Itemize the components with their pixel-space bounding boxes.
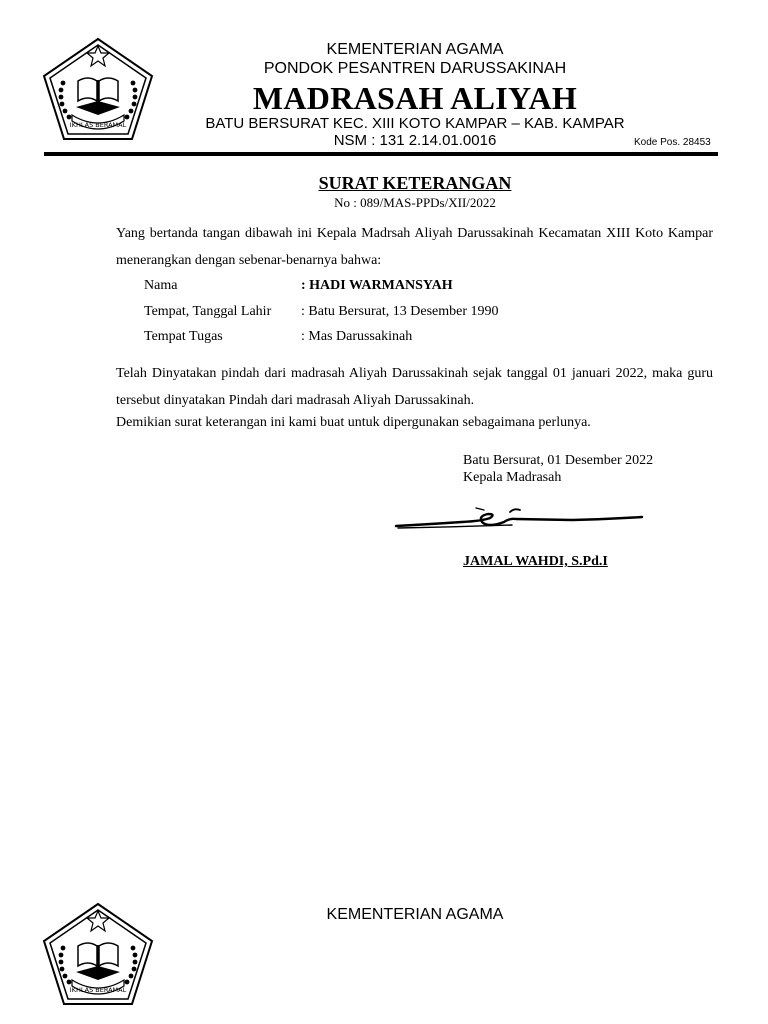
field-value-workplace: : Mas Darussakinah [301,329,413,344]
field-label-workplace: Tempat Tugas [144,329,223,344]
intro-paragraph: Yang bertanda tangan dibawah ini Kepala Madrsah Aliyah Darussakinah Kecamatan XIII Koto Kampar menerangkan dengan sebenar-benarnya bahwa: [116,226,713,268]
next-page-ministry-name: KEMENTERIAN AGAMA [326,906,504,923]
field-value-name: : HADI WARMANSYAH [301,278,453,293]
letterhead-divider [44,152,718,156]
signatory-name: JAMAL WAHDI, S.Pd.I [463,554,608,569]
school-address: BATU BERSURAT KEC. XIII KOTO KAMPAR – KAB. KAMPAR [205,115,625,132]
letter-number: No : 089/MAS-PPDs/XII/2022 [334,195,496,210]
school-nsm: NSM : 131 2.14.01.0016 [333,132,497,149]
field-label-name: Nama [144,278,178,293]
signature-position: Kepala Madrasah [463,470,562,485]
signature-place-date: Batu Bersurat, 01 Desember 2022 [463,453,654,468]
field-value-birth: : Batu Bersurat, 13 Desember 1990 [301,304,499,319]
ministry-name: KEMENTERIAN AGAMA [326,41,504,58]
kemenag-logo-icon [38,35,158,145]
closing-paragraph: Demikian surat keterangan ini kami buat untuk dipergunakan sebagaimana perlunya. [116,415,591,430]
logo-motto-text-footer: IKHLAS BERAMAL [69,986,127,994]
field-label-birth: Tempat, Tanggal Lahir [144,304,272,319]
body-paragraph: Telah Dinyatakan pindah dari madrasah Aliyah Darussakinah sejak tanggal 01 januari 2022, maka guru tersebut dinyatakan Pindah dari madrasah Aliyah Darussakinah. [116,366,713,408]
pesantren-name: PONDOK PESANTREN DARUSSAKINAH [263,60,567,77]
logo-motto-text: IKHLAS BERAMAL [69,121,127,129]
postal-code: Kode Pos. 28453 [634,137,711,148]
kemenag-logo-icon-footer [38,900,158,1010]
handwritten-signature-icon [392,500,648,540]
letter-title: SURAT KETERANGAN [318,173,512,193]
school-title: MADRASAH ALIYAH [252,80,578,116]
